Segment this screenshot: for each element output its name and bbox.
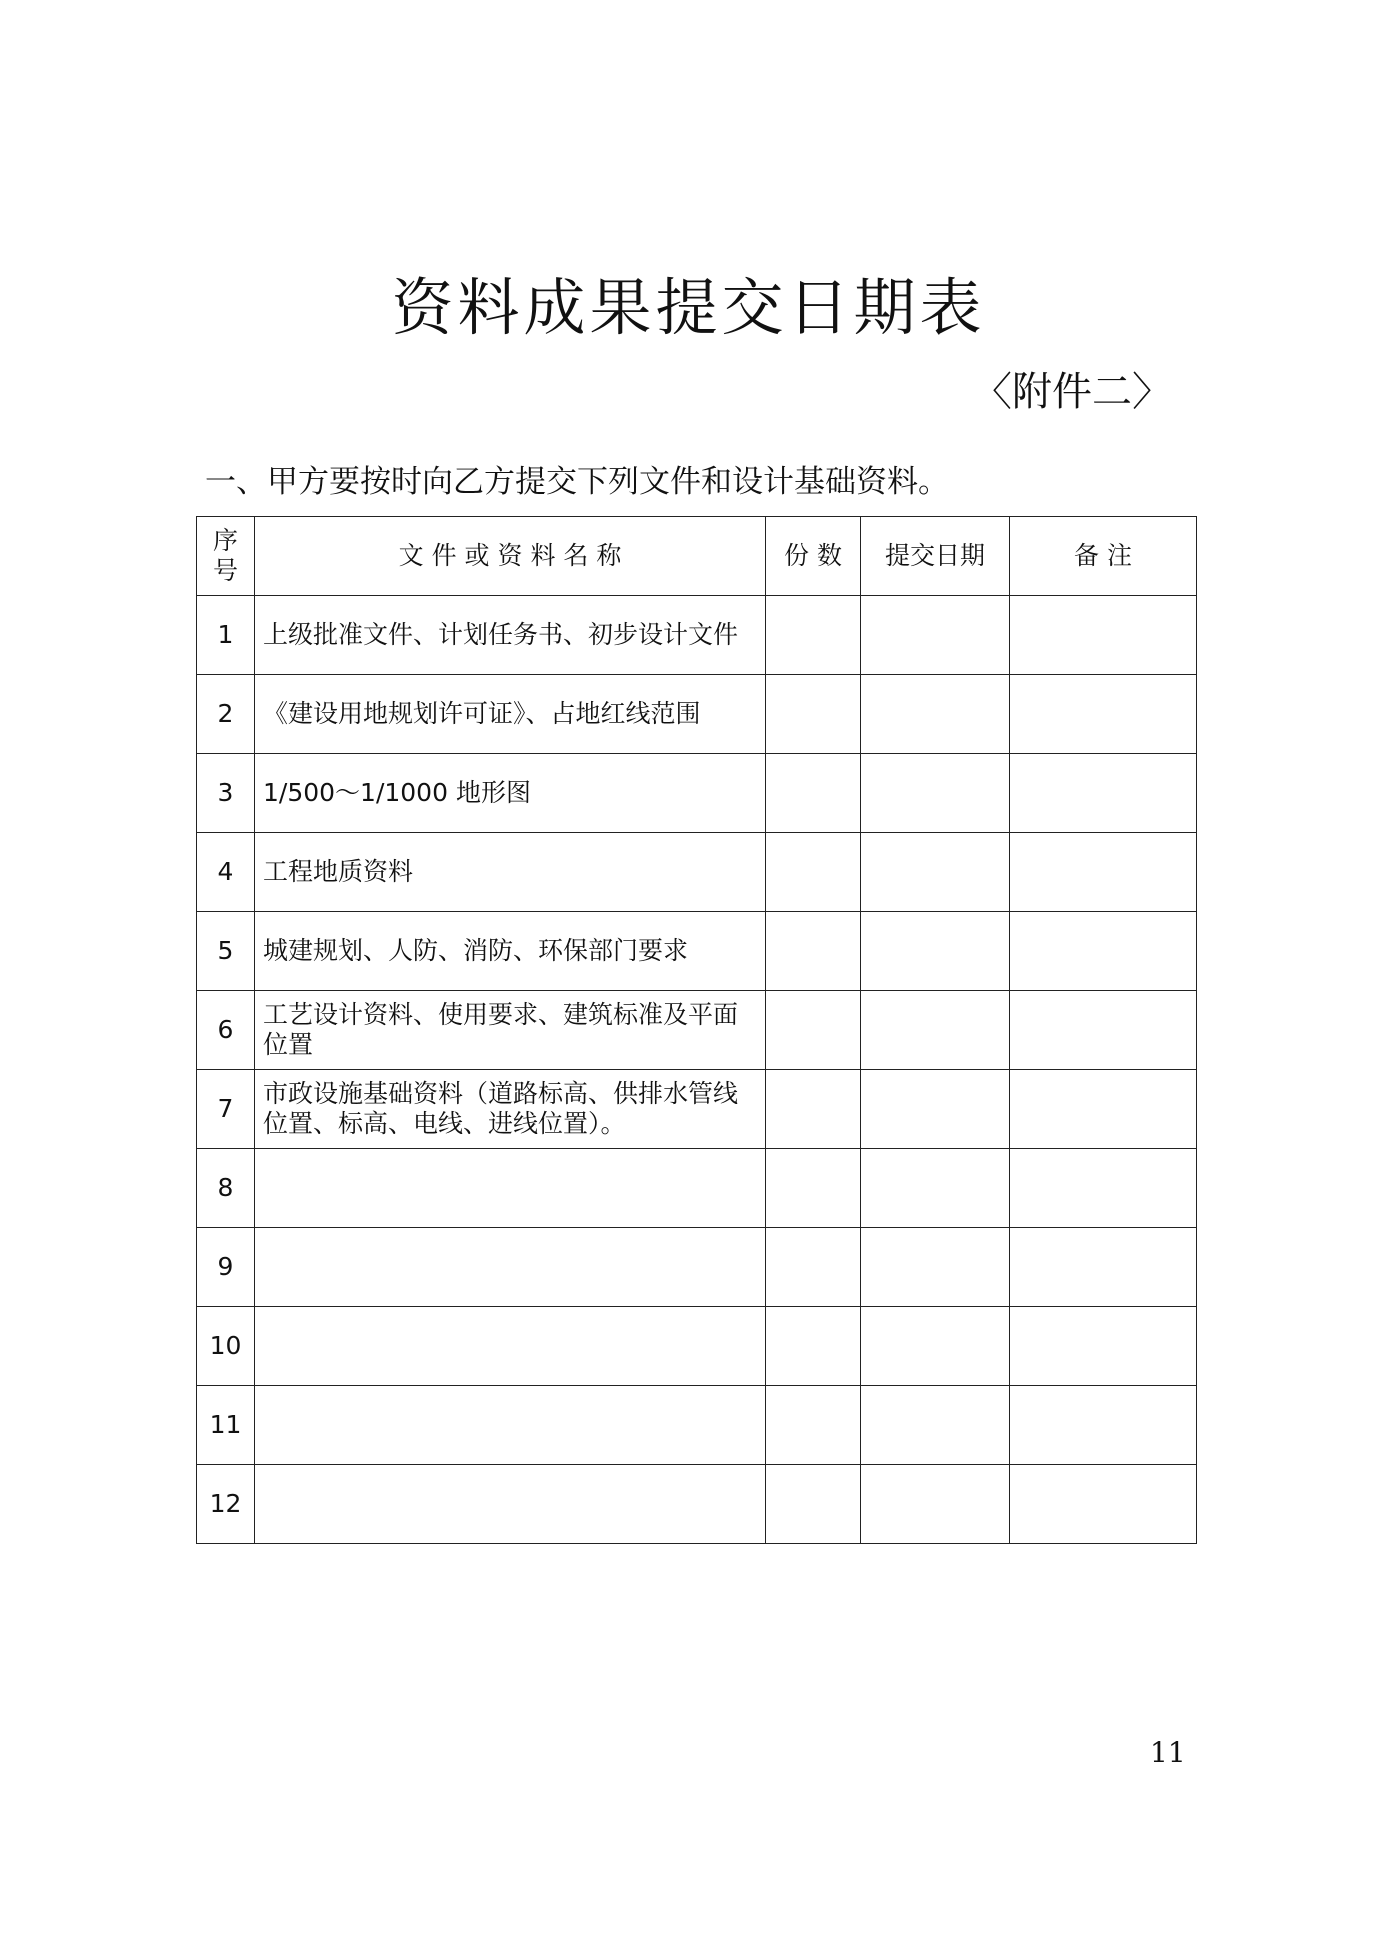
row-remarks-cell (1010, 1149, 1197, 1228)
row-document-name-cell: 1/500～1/1000 地形图 (255, 754, 766, 833)
row-number-cell: 4 (197, 833, 255, 912)
row-number-cell: 3 (197, 754, 255, 833)
page-number: 11 (1150, 1736, 1186, 1769)
submission-schedule-table (196, 516, 1197, 1544)
row-number-cell: 9 (197, 1228, 255, 1307)
table-row (197, 912, 1197, 991)
table-row (197, 1228, 1197, 1307)
row-copies-cell (766, 833, 861, 912)
row-copies-cell (766, 991, 861, 1070)
row-date-cell (861, 1228, 1010, 1307)
header-submission-date: 提交日期 (861, 517, 1010, 596)
row-date-cell (861, 1070, 1010, 1149)
row-remarks-cell (1010, 1228, 1197, 1307)
row-remarks-cell (1010, 596, 1197, 675)
row-number-cell: 1 (197, 596, 255, 675)
row-remarks-cell (1010, 912, 1197, 991)
row-remarks-cell (1010, 754, 1197, 833)
row-date-cell (861, 1465, 1010, 1544)
row-number-cell: 10 (197, 1307, 255, 1386)
row-date-cell (861, 1307, 1010, 1386)
row-copies-cell (766, 1307, 861, 1386)
row-copies-cell (766, 596, 861, 675)
row-date-cell (861, 754, 1010, 833)
row-document-name-cell: 城建规划、人防、消防、环保部门要求 (255, 912, 766, 991)
row-document-name-cell: 《建设用地规划许可证》、占地红线范围 (255, 675, 766, 754)
row-copies-cell (766, 1149, 861, 1228)
row-document-name-cell: 市政设施基础资料（道路标高、供排水管线位置、标高、电线、进线位置）。 (255, 1070, 766, 1149)
table-row (197, 1307, 1197, 1386)
row-document-name-cell (255, 1386, 766, 1465)
row-copies-cell (766, 754, 861, 833)
row-date-cell (861, 596, 1010, 675)
row-number-cell: 5 (197, 912, 255, 991)
row-copies-cell (766, 675, 861, 754)
header-document-name: 文 件 或 资 料 名 称 (255, 517, 766, 596)
row-copies-cell (766, 912, 861, 991)
row-number-cell: 2 (197, 675, 255, 754)
table-row (197, 991, 1197, 1070)
table-row (197, 833, 1197, 912)
row-date-cell (861, 1149, 1010, 1228)
table-header-row (197, 517, 1197, 596)
table-row (197, 675, 1197, 754)
attachment-label: 〈附件二〉 (972, 369, 1172, 415)
header-serial-number (197, 517, 255, 596)
table-row (197, 1070, 1197, 1149)
row-document-name-cell (255, 1149, 766, 1228)
row-number-cell: 6 (197, 991, 255, 1070)
row-date-cell (861, 675, 1010, 754)
header-remarks: 备 注 (1010, 517, 1197, 596)
row-document-name-cell: 上级批准文件、计划任务书、初步设计文件 (255, 596, 766, 675)
row-number-cell: 8 (197, 1149, 255, 1228)
section-heading: 一、甲方要按时向乙方提交下列文件和设计基础资料。 (205, 464, 949, 500)
row-copies-cell (766, 1228, 861, 1307)
row-date-cell (861, 1386, 1010, 1465)
row-remarks-cell (1010, 675, 1197, 754)
page-title: 资料成果提交日期表 (391, 271, 986, 344)
row-document-name-cell (255, 1228, 766, 1307)
table-row (197, 1149, 1197, 1228)
header-serial-line1: 序 (212, 526, 238, 555)
row-remarks-cell (1010, 833, 1197, 912)
header-copies: 份 数 (766, 517, 861, 596)
row-number-cell: 12 (197, 1465, 255, 1544)
row-copies-cell (766, 1070, 861, 1149)
row-number-cell: 7 (197, 1070, 255, 1149)
row-remarks-cell (1010, 1465, 1197, 1544)
row-remarks-cell (1010, 1307, 1197, 1386)
row-document-name-cell: 工程地质资料 (255, 833, 766, 912)
row-remarks-cell (1010, 991, 1197, 1070)
row-copies-cell (766, 1386, 861, 1465)
table-row (197, 754, 1197, 833)
row-number-cell: 11 (197, 1386, 255, 1465)
table-row (197, 1386, 1197, 1465)
row-document-name-cell (255, 1465, 766, 1544)
row-remarks-cell (1010, 1386, 1197, 1465)
row-date-cell (861, 912, 1010, 991)
row-date-cell (861, 991, 1010, 1070)
header-serial-line2: 号 (212, 556, 238, 585)
row-remarks-cell (1010, 1070, 1197, 1149)
row-document-name-cell (255, 1307, 766, 1386)
row-document-name-cell: 工艺设计资料、使用要求、建筑标准及平面位置 (255, 991, 766, 1070)
row-date-cell (861, 833, 1010, 912)
row-copies-cell (766, 1465, 861, 1544)
table-row (197, 596, 1197, 675)
table-row (197, 1465, 1197, 1544)
